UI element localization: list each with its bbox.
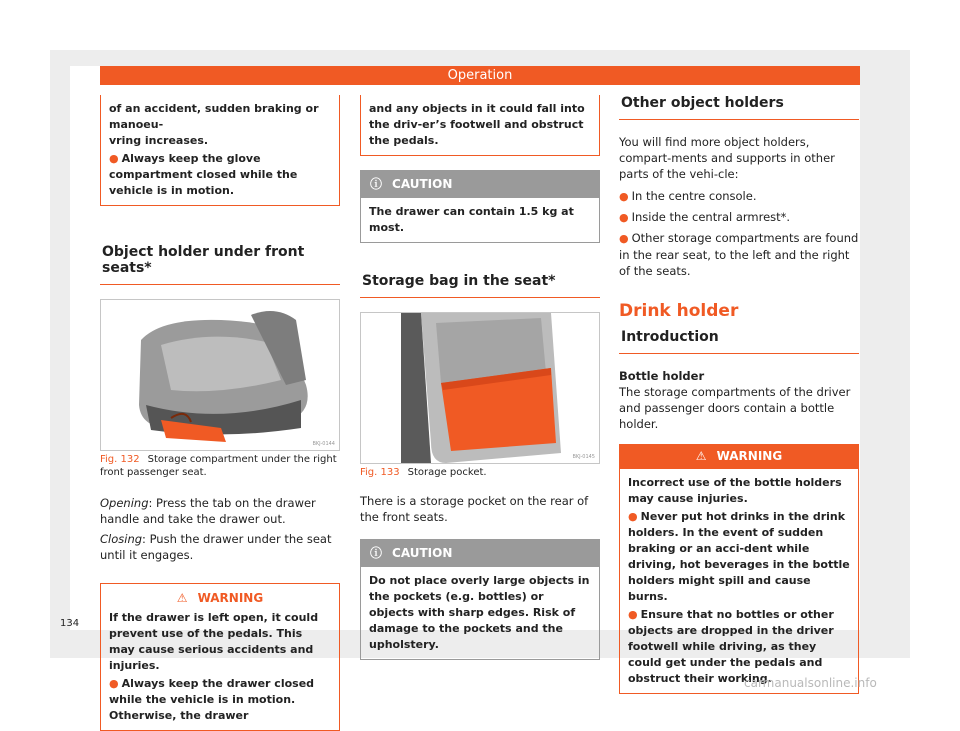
caution-text: Do not place overly large objects in the pockets (e.g. bottles) or objects with sharp edges. Risk of damage to the pockets and the upholstery. <box>369 574 590 651</box>
closing-label: Closing <box>100 532 143 546</box>
warning-text: If the drawer is left open, it could prevent use of the pedals. This may cause serious accidents and injuries. <box>109 611 319 672</box>
section-heading-object-holder: Object holder under front seats* <box>100 244 340 285</box>
section-heading-other-holders: Other object holders <box>619 95 859 120</box>
warning-continuation-line-2: vring increases. <box>109 134 209 147</box>
holder-list-item <box>619 188 859 205</box>
warning-continuation-box-2 <box>360 95 600 156</box>
figure-number: Fig. 133 <box>360 467 400 478</box>
bullet-text: Never put hot drinks in the drink holders. In the event of sudden braking or an acci-dent while driving, hot beverages in the bottle holders might spill and cause burns. <box>628 510 850 603</box>
caution-text: The drawer can contain 1.5 kg at most. <box>369 205 574 234</box>
caution-circle-icon: ⓘ <box>370 546 383 560</box>
opening-label: Opening <box>100 496 149 510</box>
figure-caption-text: Storage pocket. <box>407 467 487 478</box>
holder-list-item <box>619 230 859 279</box>
seat-drawer-illustration <box>101 300 339 450</box>
figure-code: BKJ-0145 <box>572 454 595 460</box>
warning-continuation-line-1: of an accident, sudden braking or manoeu- <box>109 102 319 131</box>
caution-box-pockets <box>360 539 600 660</box>
closing-instruction <box>100 531 340 563</box>
warning-continuation-bullet <box>109 151 331 199</box>
column-1 <box>100 95 340 731</box>
bullet-icon: ● <box>619 232 629 245</box>
warning-continuation-text: and any objects in it could fall into the driv-er’s footwell and obstruct the pedals. <box>369 102 585 147</box>
warning-triangle-icon: ⚠ <box>176 591 188 605</box>
introduction-heading: Introduction <box>619 329 859 354</box>
figure-caption-133 <box>360 466 600 479</box>
caution-body <box>360 197 600 243</box>
caution-header <box>360 539 600 566</box>
warning-title: WARNING <box>197 591 264 605</box>
caution-circle-icon: ⓘ <box>370 177 383 191</box>
warning-box-drawer <box>100 583 340 731</box>
figure-133 <box>360 312 600 464</box>
storage-pocket-text: There is a storage pocket on the rear of the front seats. <box>360 494 589 524</box>
figure-number: Fig. 132 <box>100 454 140 465</box>
warning-continuation-box <box>100 95 340 206</box>
caution-title: CAUTION <box>392 545 453 560</box>
caution-title: CAUTION <box>392 176 453 191</box>
opening-text: : Press the tab on the drawer handle and take the drawer out. <box>100 496 316 526</box>
bullet-icon: ● <box>109 677 119 690</box>
bottle-holder-title: Bottle holder <box>619 369 705 383</box>
page-number: 134 <box>60 618 80 629</box>
bullet-icon: ● <box>109 152 119 165</box>
opening-instruction <box>100 495 340 527</box>
bullet-icon: ● <box>619 211 629 224</box>
column-2 <box>360 95 600 660</box>
figure-code: BKJ-0144 <box>312 441 335 447</box>
bullet-text: Ensure that no bottles or other objects are dropped in the driver footwell while driving, as they could get under the pedals and obstruct their working. <box>628 608 834 685</box>
figure-caption-132 <box>100 453 340 479</box>
warning-bullet <box>628 607 850 687</box>
warning-heading <box>109 590 331 606</box>
warning-triangle-icon: ⚠ <box>695 449 707 463</box>
bullet-text: Always keep the glove compartment closed while the vehicle is in motion. <box>109 152 298 197</box>
watermark: carmanualsonline.info <box>744 676 877 690</box>
section-header: Operation <box>100 66 860 85</box>
section-heading-storage-bag: Storage bag in the seat* <box>360 273 600 298</box>
holder-list-text: Other storage compartments are found in the rear seat, to the left and the right of the seats. <box>619 231 859 278</box>
drink-holder-title: Drink holder <box>619 301 739 321</box>
bullet-text: Always keep the drawer closed while the vehicle is in motion. Otherwise, the drawer <box>109 677 315 722</box>
warning-header <box>619 444 859 468</box>
bullet-icon: ● <box>628 608 638 621</box>
bottle-holder-text: The storage compartments of the driver and passenger doors contain a bottle holder. <box>619 385 851 431</box>
warning-body <box>619 468 859 694</box>
figure-caption-text: Storage compartment under the right front passenger seat. <box>100 454 337 478</box>
warning-bullet <box>109 676 331 724</box>
holder-list-item <box>619 209 859 226</box>
caution-box-drawer-weight <box>360 170 600 243</box>
figure-132 <box>100 299 340 451</box>
warning-frame <box>100 583 340 731</box>
column-3 <box>619 95 859 694</box>
warning-box-bottles <box>619 444 859 694</box>
holder-list-text: In the centre console. <box>631 189 757 203</box>
other-holders-intro: You will find more object holders, compart-ments and supports in other parts of the vehi-cle: <box>619 135 835 181</box>
seat-pocket-illustration <box>361 313 599 463</box>
warning-text: Incorrect use of the bottle holders may cause injuries. <box>628 476 842 505</box>
closing-text: : Push the drawer under the seat until it engages. <box>100 532 332 562</box>
warning-title: WARNING <box>716 449 783 463</box>
warning-bullet <box>628 509 850 605</box>
caution-body <box>360 566 600 660</box>
bullet-icon: ● <box>619 190 629 203</box>
holder-list-text: Inside the central armrest*. <box>631 210 791 224</box>
bullet-icon: ● <box>628 510 638 523</box>
caution-header <box>360 170 600 197</box>
